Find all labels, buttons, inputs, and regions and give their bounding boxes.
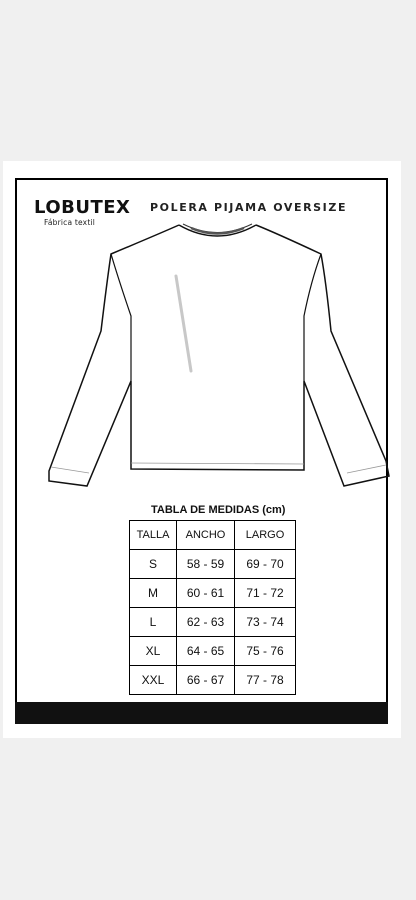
header-ancho: ANCHO — [177, 521, 235, 550]
ancho-cell: 64 - 65 — [177, 637, 235, 666]
table-row — [130, 550, 296, 579]
header-largo: LARGO — [235, 521, 296, 550]
spec-sheet-page — [3, 161, 401, 738]
largo-cell: 71 - 72 — [235, 579, 296, 608]
left-cuff-line — [51, 467, 89, 473]
brand-logo: LOBUTEX — [34, 197, 131, 218]
header-talla: TALLA — [130, 521, 177, 550]
table-row — [130, 579, 296, 608]
shirt-left-shoulder-seam — [111, 254, 131, 381]
largo-cell: 75 - 76 — [235, 637, 296, 666]
ancho-cell: 58 - 59 — [177, 550, 235, 579]
tshirt-illustration — [41, 221, 391, 491]
size-cell: M — [130, 579, 177, 608]
size-cell: XXL — [130, 666, 177, 695]
footer-bar — [15, 702, 388, 724]
brand-tagline: Fábrica textil — [44, 218, 96, 227]
size-cell: XL — [130, 637, 177, 666]
right-cuff-line — [347, 465, 386, 473]
largo-cell: 69 - 70 — [235, 550, 296, 579]
table-row — [130, 666, 296, 695]
shirt-right-shoulder-seam — [304, 254, 321, 381]
ancho-cell: 66 - 67 — [177, 666, 235, 695]
table-row — [130, 637, 296, 666]
table-row — [130, 608, 296, 637]
largo-cell: 77 - 78 — [235, 666, 296, 695]
size-cell: S — [130, 550, 177, 579]
shirt-fold-shading — [176, 276, 191, 371]
ancho-cell: 62 - 63 — [177, 608, 235, 637]
size-cell: L — [130, 608, 177, 637]
shirt-hem-line — [131, 463, 304, 464]
product-title: POLERA PIJAMA OVERSIZE — [150, 201, 348, 214]
size-table-header-row — [130, 521, 296, 550]
size-table — [129, 520, 296, 695]
shirt-outline — [49, 225, 389, 486]
size-table-title: TABLA DE MEDIDAS (cm) — [151, 504, 286, 516]
ancho-cell: 60 - 61 — [177, 579, 235, 608]
largo-cell: 73 - 74 — [235, 608, 296, 637]
